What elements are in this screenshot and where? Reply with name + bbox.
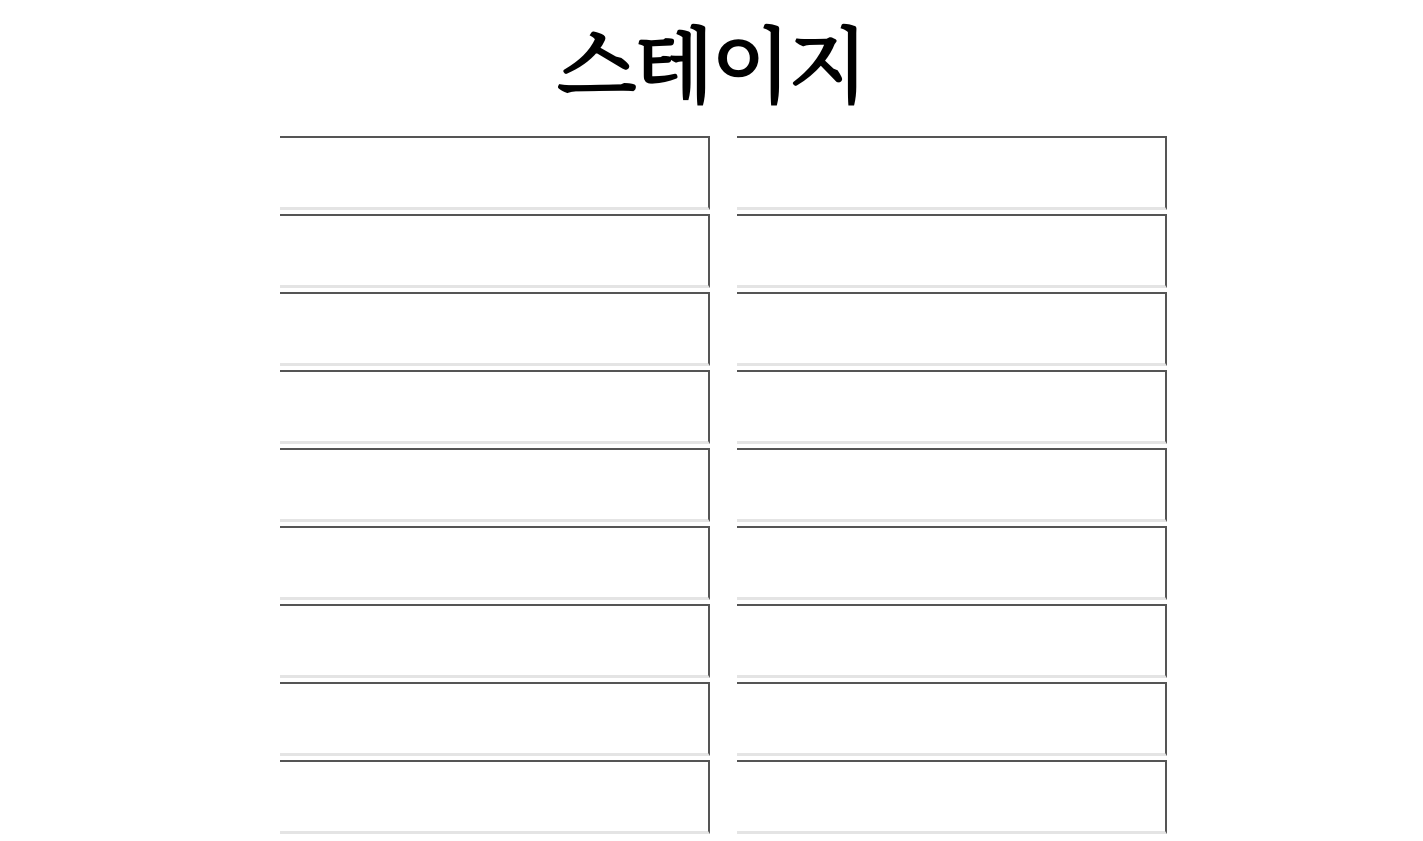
stage-button-6[interactable] xyxy=(737,292,1167,366)
stage-button-15[interactable] xyxy=(280,682,710,756)
stage-button-7[interactable] xyxy=(280,370,710,444)
stage-button-9[interactable] xyxy=(280,448,710,522)
stage-button-4[interactable] xyxy=(737,214,1167,288)
stage-button-2[interactable] xyxy=(737,136,1167,210)
stage-button-13[interactable] xyxy=(280,604,710,678)
stage-button-8[interactable] xyxy=(737,370,1167,444)
stage-button-18[interactable] xyxy=(737,760,1167,834)
stage-button-3[interactable] xyxy=(280,214,710,288)
stage-button-1[interactable] xyxy=(280,136,710,210)
page-title: 스테이지 xyxy=(557,20,866,115)
stage-button-5[interactable] xyxy=(280,292,710,366)
stage-button-14[interactable] xyxy=(737,604,1167,678)
stage-button-16[interactable] xyxy=(737,682,1167,756)
stage-button-17[interactable] xyxy=(280,760,710,834)
stage-button-10[interactable] xyxy=(737,448,1167,522)
stage-grid xyxy=(280,136,1167,836)
stage-button-12[interactable] xyxy=(737,526,1167,600)
stage-button-11[interactable] xyxy=(280,526,710,600)
